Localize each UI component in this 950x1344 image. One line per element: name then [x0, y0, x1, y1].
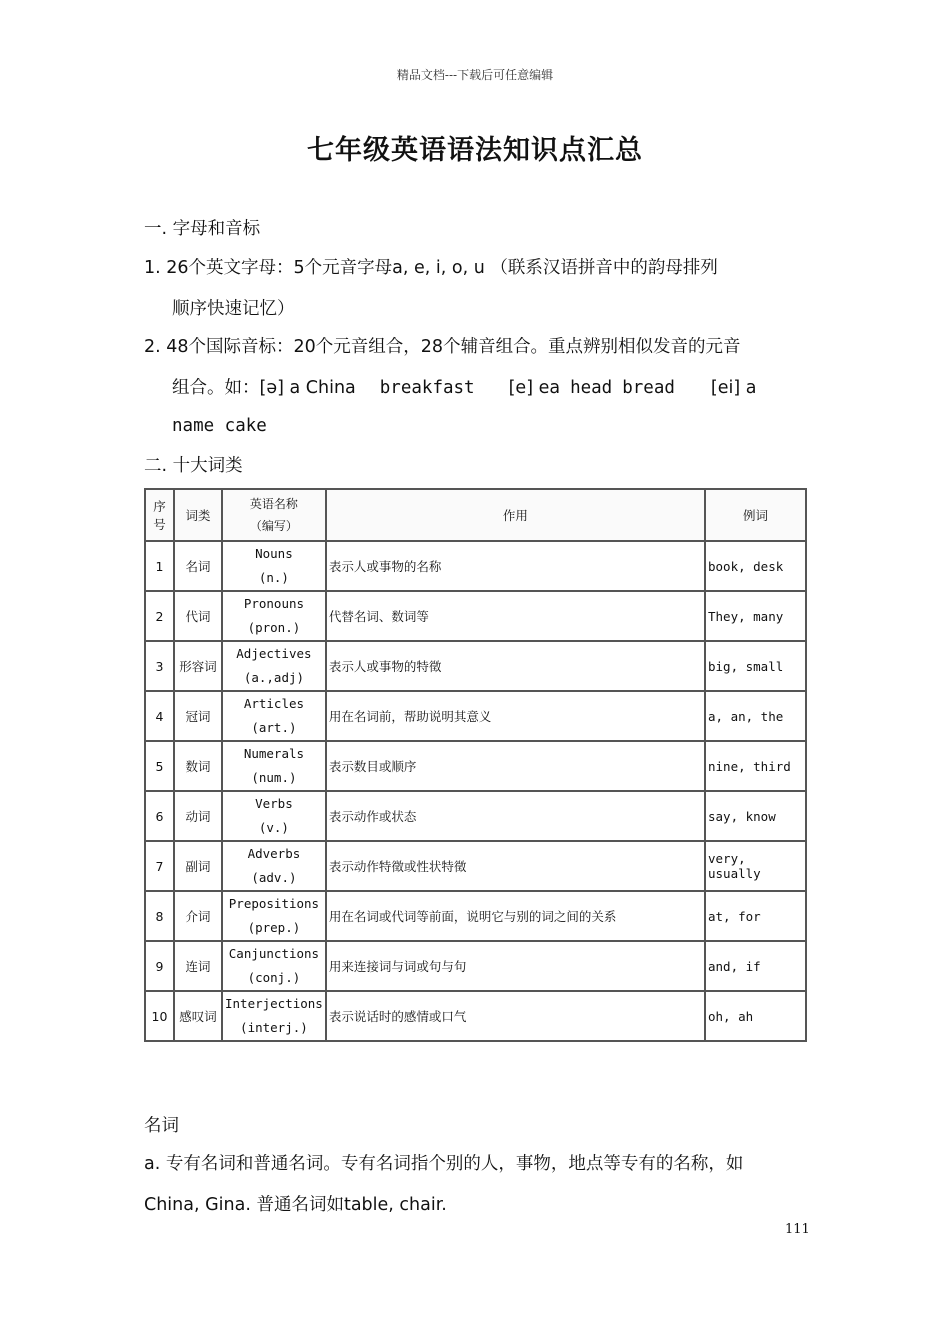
row-english-abbr: (pron.)	[247, 620, 301, 635]
row-number: 7	[146, 842, 175, 892]
row-number: 4	[146, 692, 175, 742]
table-row	[146, 842, 807, 892]
row-english-term: Nouns	[255, 546, 293, 561]
row-english-term: Adverbs	[247, 846, 301, 861]
row-function: 表示人或事物的特徵	[327, 642, 706, 692]
table-row	[146, 642, 807, 692]
row-english-term: Pronouns	[243, 596, 305, 611]
row-word-type: 名词	[175, 542, 223, 592]
page-header: 精品文档---下载后可任意编辑	[396, 68, 554, 82]
row-english-term: Interjections	[225, 996, 323, 1011]
row-function: 用来连接词与词或句与句	[327, 942, 706, 992]
row-english-abbr: (num.)	[251, 770, 297, 785]
row-english-abbr: (art.)	[251, 720, 297, 735]
row-english-name	[223, 792, 327, 842]
row-examples: They, many	[706, 592, 807, 642]
row-english-abbr: (adv.)	[251, 870, 297, 885]
nouns-line-2: China, Gina. 普通名词如table, chair.	[144, 1195, 447, 1215]
row-word-type: 形容词	[175, 642, 223, 692]
header-english-name	[223, 490, 327, 542]
row-function: 表示数目或顺序	[327, 742, 706, 792]
row-english-name	[223, 592, 327, 642]
row-english-name	[223, 992, 327, 1042]
row-function: 用在名词前，帮助说明其意义	[327, 692, 706, 742]
row-number: 8	[146, 892, 175, 942]
row-english-abbr: (n.)	[258, 570, 289, 585]
phonetics-example-ei: [ei] a	[710, 378, 757, 398]
phonetics-item-2-examples	[172, 374, 757, 399]
phonetics-example-e: [e] ea	[508, 378, 561, 398]
phonetics-item-2: 2. 48个国际音标：20个元音组合，28个辅音组合。重点辨别相似发音的元音	[144, 337, 741, 357]
row-examples: a, an, the	[706, 692, 807, 742]
row-number: 2	[146, 592, 175, 642]
table-row	[146, 592, 807, 642]
row-number: 3	[146, 642, 175, 692]
row-english-abbr: (v.)	[258, 820, 289, 835]
header-number: 序号	[146, 490, 175, 542]
row-word-type: 数词	[175, 742, 223, 792]
phonetics-word-breakfast: breakfast	[379, 378, 475, 398]
phonetics-word-bread: bread	[622, 378, 675, 398]
phonetics-item-2-words: name cake	[172, 416, 267, 436]
section-heading-letters: 一. 字母和音标	[144, 219, 261, 239]
row-examples: and, if	[706, 942, 807, 992]
parts-of-speech-table	[144, 488, 807, 1042]
row-english-name	[223, 842, 327, 892]
nouns-heading: 名词	[144, 1116, 179, 1136]
table-row	[146, 992, 807, 1042]
row-english-term: Canjunctions	[228, 946, 320, 961]
row-function: 代替名词、数词等	[327, 592, 706, 642]
row-english-term: Numerals	[243, 746, 305, 761]
table-row	[146, 942, 807, 992]
row-english-abbr: (interj.)	[240, 1020, 308, 1035]
row-examples: oh, ah	[706, 992, 807, 1042]
row-function: 表示人或事物的名称	[327, 542, 706, 592]
row-english-term: Prepositions	[228, 896, 320, 911]
row-examples: say, know	[706, 792, 807, 842]
row-function: 表示说话时的感情或口气	[327, 992, 706, 1042]
row-english-term: Articles	[243, 696, 305, 711]
row-function: 表示动作特徵或性状特徵	[327, 842, 706, 892]
row-function: 用在名词或代词等前面，说明它与别的词之间的关系	[327, 892, 706, 942]
phonetics-word-head: head	[570, 378, 613, 398]
row-word-type: 动词	[175, 792, 223, 842]
row-examples: nine, third	[706, 742, 807, 792]
header-function: 作用	[327, 490, 706, 542]
row-word-type: 代词	[175, 592, 223, 642]
row-word-type: 冠词	[175, 692, 223, 742]
letters-item-1-cont: 顺序快速记忆）	[172, 299, 295, 319]
header-english-name-abbr: （编写）	[249, 519, 298, 533]
row-english-name	[223, 692, 327, 742]
row-word-type: 副词	[175, 842, 223, 892]
row-number: 10	[146, 992, 175, 1042]
row-english-name	[223, 742, 327, 792]
row-english-abbr: (prep.)	[247, 920, 301, 935]
section-heading-parts-of-speech: 二. 十大词类	[144, 456, 243, 476]
table-row	[146, 892, 807, 942]
letters-item-1: 1. 26个英文字母：5个元音字母a, e, i, o, u （联系汉语拼音中的韵母排列	[144, 258, 718, 278]
row-number: 5	[146, 742, 175, 792]
row-word-type: 介词	[175, 892, 223, 942]
table-row	[146, 692, 807, 742]
table-header-row	[146, 490, 807, 542]
row-number: 6	[146, 792, 175, 842]
row-english-term: Verbs	[255, 796, 293, 811]
page-number: 111	[785, 1222, 810, 1237]
table-row	[146, 742, 807, 792]
row-word-type: 连词	[175, 942, 223, 992]
row-number: 9	[146, 942, 175, 992]
row-english-name	[223, 892, 327, 942]
nouns-line-1: a. 专有名词和普通名词。专有名词指个别的人，事物，地点等专有的名称，如	[144, 1154, 744, 1174]
row-examples: book, desk	[706, 542, 807, 592]
header-type: 词类	[175, 490, 223, 542]
header-examples: 例词	[706, 490, 807, 542]
row-english-name	[223, 642, 327, 692]
row-english-term: Adjectives	[236, 646, 312, 661]
row-number: 1	[146, 542, 175, 592]
row-examples: very, usually	[706, 842, 807, 892]
header-english-name-label: 英语名称	[249, 497, 298, 511]
row-function: 表示动作或状态	[327, 792, 706, 842]
document-title: 七年级英语语法知识点汇总	[307, 135, 643, 166]
row-english-name	[223, 542, 327, 592]
row-english-abbr: (conj.)	[247, 970, 301, 985]
phonetics-example-prefix: 组合。如：[ə] a China	[172, 378, 356, 398]
row-word-type: 感叹词	[175, 992, 223, 1042]
table-row	[146, 792, 807, 842]
row-english-abbr: (a.,adj)	[243, 670, 305, 685]
table-row	[146, 542, 807, 592]
row-english-name	[223, 942, 327, 992]
row-examples: at, for	[706, 892, 807, 942]
row-examples: big, small	[706, 642, 807, 692]
